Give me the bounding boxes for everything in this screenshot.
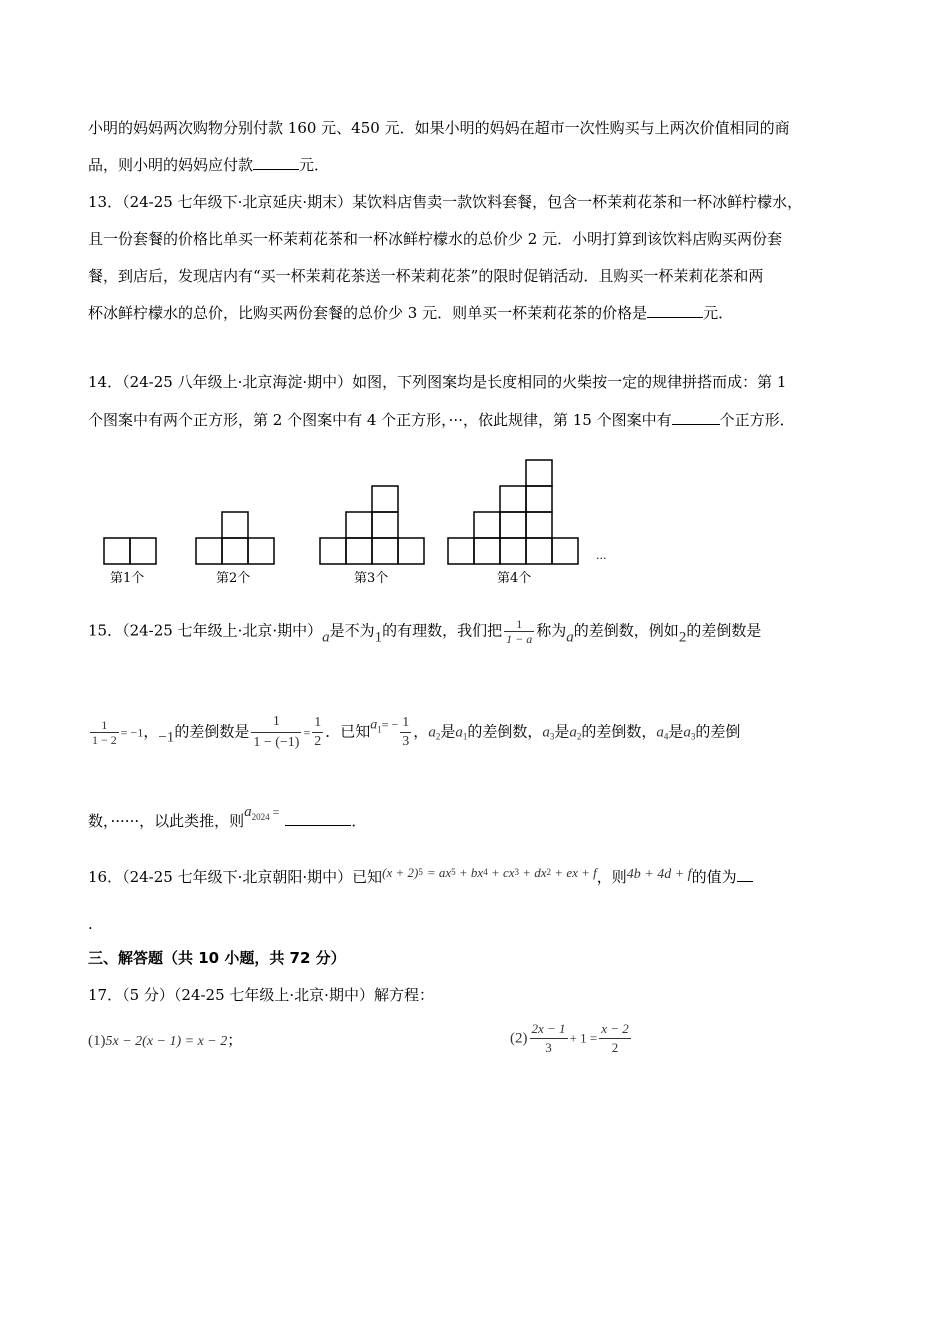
figure-label-4: 第4个	[497, 571, 532, 586]
q16-line-1: 16．（24-25 七年级下·北京朝阳·期中）已知$(x + 2)^5 = ax^5 + bx^4 + cx^3 + dx^2$ + ex + f，则4b + 4d + f的值为	[88, 862, 753, 887]
q17-part-1: (1)5x − 2(x − 1) = x − 2；	[88, 1031, 243, 1049]
square	[130, 538, 156, 564]
square	[372, 486, 398, 512]
answer-blank[interactable]	[285, 811, 351, 826]
q13-line-3: 餐，到店后，发现店内有“买一杯茉莉花茶送一杯茉莉花茶”的限时促销活动．且购买一杯茉莉花茶和两	[88, 267, 764, 285]
answer-blank[interactable]	[737, 867, 753, 882]
square	[526, 486, 552, 512]
q15-line-2: $\frac{1}{1 - 2}$ = −1，−1的差倒数是 $\frac{1}{1 - (-1)}$ = $\frac{1}{2}$ ．已知$a^{1= -}$ $\frac{1}{3}$ ，$a_2$是$a_1$的差倒数，$a_3$是$a_2$的差倒数，$a_4$是$a_3$的差倒	[88, 712, 740, 753]
square	[552, 538, 578, 564]
q15-line-3: 数，······，以此类推，则$a^{2024}$ = ．	[88, 804, 367, 830]
q14-line-1: 14．（24-25 八年级上·北京海淀·期中）如图，下列图案均是长度相同的火柴按一定的规律拼搭而成：第 1	[88, 373, 787, 391]
square	[526, 512, 552, 538]
square	[222, 538, 248, 564]
q15-line-1: 15．（24-25 七年级上·北京·期中）a是不为1的有理数，我们把 $\frac{1}{1 - a}$ 称为a的差倒数，例如2的差倒数是	[88, 617, 762, 646]
fraction: $\frac{1}{1 - a}$	[506, 617, 533, 646]
q16-line-2: .	[88, 915, 93, 933]
square	[196, 538, 222, 564]
square	[500, 512, 526, 538]
square	[372, 512, 398, 538]
q17-part-2: (2) $\frac{2x - 1}{3}$ + 1 = $\frac{x - 2}{2}$	[510, 1021, 629, 1055]
answer-blank[interactable]	[647, 303, 703, 318]
fraction: $\frac{1}{2}$	[314, 715, 322, 749]
square	[526, 538, 552, 564]
square	[346, 512, 372, 538]
fraction: $\frac{1}{3}$	[402, 715, 410, 749]
fraction: $\frac{2x - 1}{3}$	[531, 1021, 566, 1055]
figure-ellipsis: ...	[596, 549, 607, 562]
q13-line-1: 13．（24-25 七年级下·北京延庆·期末）某饮料店售卖一款饮料套餐，包含一杯茉莉花茶和一杯冰鲜柠檬水，	[88, 193, 803, 211]
fraction: $\frac{x - 2}{2}$	[601, 1021, 629, 1055]
figure-label-1: 第1个	[110, 571, 145, 586]
q13-line-4: 杯冰鲜柠檬水的总价，比购买两份套餐的总价少 3 元．则单买一杯茉莉花茶的价格是 元．	[88, 304, 734, 322]
square	[248, 538, 274, 564]
matchstick-figure	[0, 455, 950, 595]
square	[500, 538, 526, 564]
section-heading: 三、解答题（共 10 小题，共 72 分）	[88, 949, 346, 967]
q13-line-2: 且一份套餐的价格比单买一杯茉莉花茶和一杯冰鲜柠檬水的总价少 2 元．小明打算到该饮料店购买两份套	[88, 230, 783, 248]
square	[500, 486, 526, 512]
square	[346, 538, 372, 564]
answer-blank[interactable]	[672, 410, 720, 425]
square	[222, 512, 248, 538]
q17-title: 17．（5 分）（24-25 七年级上·北京·期中）解方程：	[88, 986, 434, 1004]
q14-line-2: 个图案中有两个正方形，第 2 个图案中有 4 个正方形，···，依此规律，第 15 个图案中有 个正方形．	[88, 411, 795, 429]
square	[398, 538, 424, 564]
fraction: $\frac{1}{1 - (-1)}$	[253, 714, 300, 750]
square	[372, 538, 398, 564]
fraction: $\frac{1}{1 - 2}$	[92, 718, 117, 747]
square	[320, 538, 346, 564]
q12-line-1: 小明的妈妈两次购物分别付款 160 元、450 元．如果小明的妈妈在超市一次性购买与上两次价值相同的商	[88, 119, 790, 137]
square	[104, 538, 130, 564]
square	[474, 512, 500, 538]
figure-label-3: 第3个	[354, 571, 389, 586]
square	[448, 538, 474, 564]
q12-line-2: 品，则小明的妈妈应付款 元．	[88, 156, 330, 174]
square	[526, 460, 552, 486]
answer-blank[interactable]	[253, 155, 299, 170]
figure-label-2: 第2个	[216, 571, 251, 586]
square	[474, 538, 500, 564]
